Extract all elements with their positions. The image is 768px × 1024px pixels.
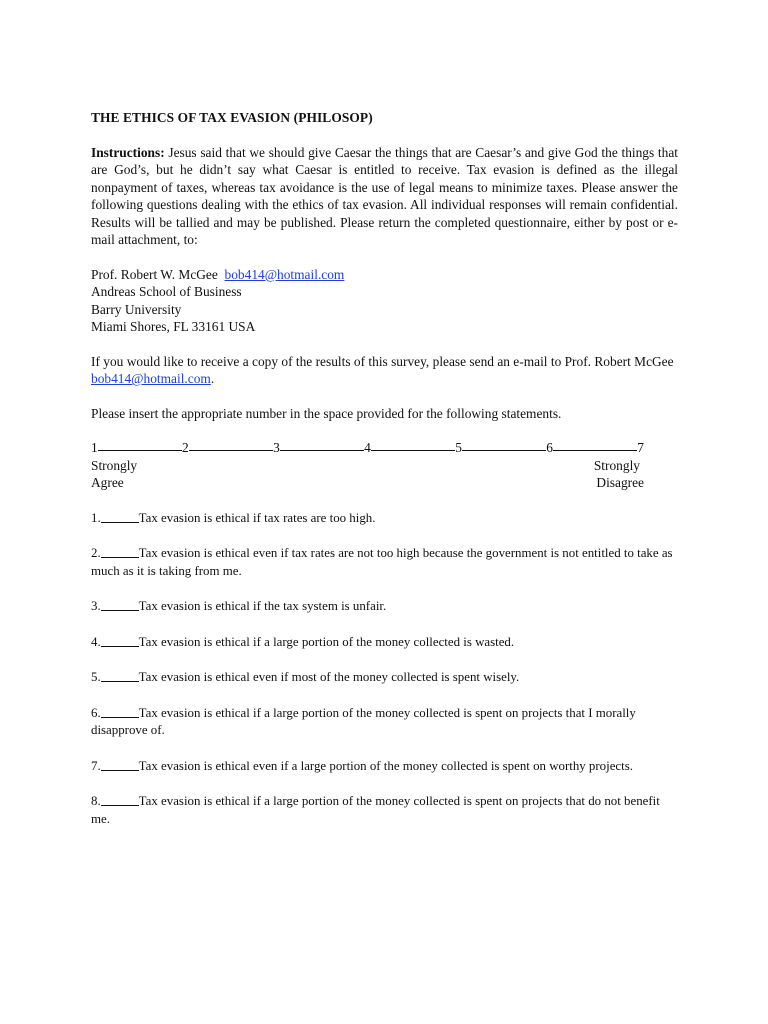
answer-blank[interactable] bbox=[101, 634, 139, 647]
rating-scale bbox=[91, 439, 644, 492]
answer-blank[interactable] bbox=[101, 793, 139, 806]
statement-number: 6. bbox=[91, 705, 101, 720]
statement-text: Tax evasion is ethical even if most of the money collected is spent wisely. bbox=[138, 670, 520, 684]
scale-number-6: 6 bbox=[546, 440, 553, 455]
statement-number: 8. bbox=[91, 794, 101, 808]
return-address bbox=[91, 266, 678, 336]
statement-number: 1. bbox=[91, 510, 101, 525]
statement-text: Tax evasion is ethical even if a large portion of the money collected is spent on worthy projects. bbox=[138, 758, 633, 773]
insert-instruction: Please insert the appropriate number in the space provided for the following statements. bbox=[91, 405, 562, 421]
scale-right-label bbox=[594, 457, 644, 492]
scale-number-3: 3 bbox=[273, 440, 280, 455]
scale-number-2: 2 bbox=[182, 440, 189, 455]
statement-item-8 bbox=[91, 792, 678, 828]
scale-left-label-line1: Strongly bbox=[91, 457, 138, 473]
answer-blank[interactable] bbox=[101, 669, 139, 682]
statement-text: Tax evasion is ethical even if tax rates are not too high because the government is not entitled to take as much as it is taking from me. bbox=[91, 546, 673, 578]
answer-blank[interactable] bbox=[101, 598, 139, 611]
statement-item-4 bbox=[91, 633, 678, 652]
statement-item-6 bbox=[91, 704, 678, 740]
statement-item-3 bbox=[91, 597, 678, 616]
scale-number-5: 5 bbox=[455, 440, 462, 455]
scale-rule bbox=[98, 438, 182, 451]
address-email-link[interactable]: bob414@hotmail.com bbox=[224, 266, 345, 282]
scale-number-4: 4 bbox=[364, 440, 371, 455]
scale-rule bbox=[189, 438, 273, 451]
scale-right-label-line2: Disagree bbox=[596, 475, 644, 490]
scale-rule bbox=[462, 438, 546, 451]
address-city: Miami Shores, FL 33161 USA bbox=[91, 319, 256, 334]
statement-number: 2. bbox=[91, 546, 101, 560]
instructions-text: Jesus said that we should give Caesar the things that are Caesar’s and give God the things that are God’s, but he didn’t say what Caesar is entitled to receive. Tax evasion is defined as the illegal nonpayment of taxes, whereas tax avoidance is the use of legal means to minimize taxes. Please answer the following questions dealing with the ethics of tax evasion. All individual responses will remain confidential. Results will be tallied and may be published. Please return the completed questionnaire, either by post or e-mail attachment, to: bbox=[91, 144, 678, 247]
answer-blank[interactable] bbox=[101, 545, 139, 558]
statement-text: Tax evasion is ethical if tax rates are too high. bbox=[138, 510, 376, 525]
statement-text: Tax evasion is ethical if a large portion of the money collected is spent on projects that do not benefit me. bbox=[91, 794, 660, 826]
instructions-lead: Instructions: bbox=[91, 144, 165, 160]
address-school: Andreas School of Business bbox=[91, 284, 242, 299]
statement-text: Tax evasion is ethical if a large portion of the money collected is wasted. bbox=[138, 634, 515, 649]
statement-number: 7. bbox=[91, 758, 101, 773]
address-name-line bbox=[91, 266, 678, 284]
scale-end-labels bbox=[91, 457, 644, 492]
scale-left-label bbox=[91, 457, 137, 492]
statement-item-1 bbox=[91, 509, 678, 528]
scale-right-label-line1: Strongly bbox=[593, 457, 640, 473]
copy-request-paragraph bbox=[91, 353, 678, 388]
scale-left-label-line2: Agree bbox=[91, 475, 124, 490]
statement-item-2 bbox=[91, 544, 678, 580]
address-university: Barry University bbox=[91, 301, 182, 317]
scale-rule bbox=[553, 438, 637, 451]
scale-number-7: 7 bbox=[637, 440, 644, 455]
statement-item-7 bbox=[91, 757, 678, 776]
copy-request-end: . bbox=[210, 371, 215, 386]
address-name: Prof. Robert W. McGee bbox=[91, 266, 218, 282]
statement-number: 4. bbox=[91, 634, 101, 649]
document-title: THE ETHICS OF TAX EVASION (PHILOSOP) bbox=[91, 110, 373, 125]
copy-request-text: If you would like to receive a copy of the results of this survey, please send an e-mail to Prof. Robert McGee bbox=[91, 353, 674, 369]
statement-text: Tax evasion is ethical if a large portion of the money collected is spent on projects that I morally disapprove of. bbox=[91, 705, 636, 737]
copy-request-email-link[interactable]: bob414@hotmail.com bbox=[91, 371, 211, 386]
statement-number: 3. bbox=[91, 599, 101, 613]
scale-rule bbox=[371, 438, 455, 451]
answer-blank[interactable] bbox=[101, 758, 139, 771]
rating-scale-line bbox=[91, 439, 644, 457]
answer-blank[interactable] bbox=[101, 510, 139, 523]
scale-number-1: 1 bbox=[91, 440, 98, 455]
statement-item-5 bbox=[91, 668, 678, 687]
statement-number: 5. bbox=[91, 670, 101, 684]
answer-blank[interactable] bbox=[101, 705, 139, 718]
statement-text: Tax evasion is ethical if the tax system is unfair. bbox=[138, 599, 387, 613]
questionnaire-page bbox=[91, 109, 678, 845]
scale-rule bbox=[280, 438, 364, 451]
instructions-paragraph bbox=[91, 144, 678, 249]
